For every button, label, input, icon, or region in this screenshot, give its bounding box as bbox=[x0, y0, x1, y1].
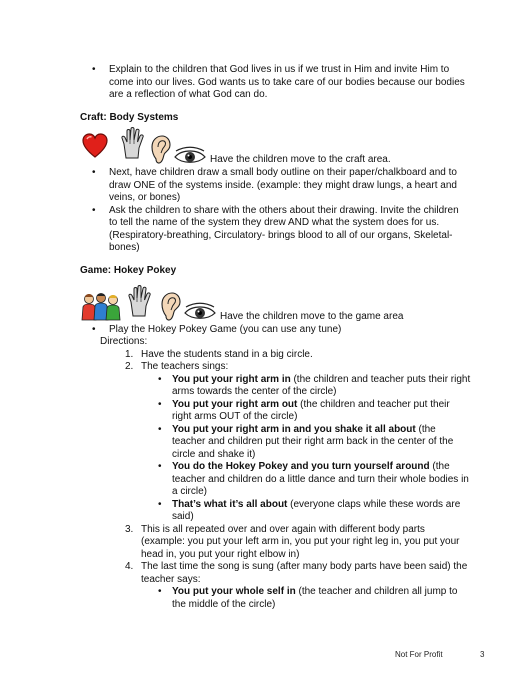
bullet-marker: • bbox=[158, 423, 162, 435]
verse-line bbox=[172, 424, 436, 437]
verse-note: (the children and teacher puts their right bbox=[290, 373, 471, 385]
game-heading: Game: Hokey Pokey bbox=[80, 265, 177, 276]
step-text: head in, you put your right elbow in) bbox=[141, 548, 300, 560]
ear-icon bbox=[160, 292, 182, 322]
eye-icon bbox=[183, 302, 217, 322]
children-group-icon bbox=[80, 292, 122, 322]
step-text: The teachers sings: bbox=[141, 361, 229, 372]
bullet-marker: • bbox=[158, 398, 162, 410]
verse-line bbox=[172, 499, 460, 512]
bullet-marker: • bbox=[158, 373, 162, 385]
page-number: 3 bbox=[480, 650, 485, 659]
step-number: 3. bbox=[125, 523, 134, 535]
bullet-marker: • bbox=[158, 461, 162, 472]
craft-bullet-line: veins, or bones) bbox=[109, 192, 181, 203]
step-number: 4. bbox=[125, 561, 134, 572]
craft-bullet-line: bones) bbox=[109, 242, 140, 253]
step-text: (example: you put your left arm in, you put your right leg in, you put your bbox=[141, 536, 460, 547]
bullet-marker: • bbox=[92, 64, 96, 75]
bullet-marker: • bbox=[158, 586, 162, 597]
craft-bullet-line: draw ONE of the systems inside. (example: they might draw lungs, a heart and bbox=[109, 179, 457, 191]
verse-lyric: You put your whole self in bbox=[172, 586, 296, 597]
step-text: The last time the song is sung (after many body parts have been said) the bbox=[141, 561, 468, 572]
verse-lyric: You put your right arm in bbox=[172, 373, 291, 385]
verse-line bbox=[172, 586, 457, 599]
verse-line: teacher and children put their right arm back in the center of the bbox=[172, 436, 454, 447]
craft-bullet-line: to tell the name of the system they drew AND what the system does for us. bbox=[109, 217, 440, 228]
bullet-marker: • bbox=[92, 323, 96, 335]
bullet-marker: • bbox=[92, 167, 96, 178]
footer-text: Not For Profit bbox=[395, 650, 443, 659]
craft-bullet-line: Ask the children to share with the others about their drawing. Invite the children bbox=[109, 204, 459, 216]
verse-note: (the teacher and children all jump to bbox=[295, 586, 458, 597]
ear-icon bbox=[150, 135, 172, 165]
step-text: This is all repeated over and over again with different body parts bbox=[141, 523, 425, 535]
directions-label: Directions: bbox=[100, 336, 148, 347]
verse-note: (everyone claps while these words are bbox=[287, 498, 461, 510]
verse-line: said) bbox=[172, 511, 194, 522]
craft-heading: Craft: Body Systems bbox=[80, 112, 179, 123]
verse-note: (the bbox=[415, 423, 436, 435]
verse-line: right arms OUT of the circle) bbox=[172, 411, 298, 422]
verse-lyric: You do the Hokey Pokey and you turn yourself around bbox=[172, 461, 430, 472]
step-number: 1. bbox=[125, 348, 134, 360]
intro-line: come into our lives. God wants us to take care of our bodies because our bodies bbox=[109, 76, 465, 88]
step-text: Have the students stand in a big circle. bbox=[141, 348, 313, 360]
verse-line bbox=[172, 399, 450, 412]
verse-line bbox=[172, 374, 470, 387]
game-bullet: Play the Hokey Pokey Game (you can use any tune) bbox=[109, 323, 342, 335]
step-text: teacher says: bbox=[141, 573, 201, 585]
verse-lyric: You put your right arm in and you shake it all about bbox=[172, 423, 416, 435]
verse-line: arms towards the center of the circle) bbox=[172, 386, 337, 397]
craft-bullet-line: (Respiratory-breathing, Circulatory- brings blood to all of our organs, Skeletal- bbox=[109, 229, 453, 241]
hand-icon bbox=[119, 126, 147, 160]
verse-line: circle and shake it) bbox=[172, 448, 256, 460]
step-number: 2. bbox=[125, 361, 134, 372]
verse-line: teacher and children do a little dance and turn their whole bodies in bbox=[172, 473, 469, 485]
intro-line: are a reflection of what God can do. bbox=[109, 89, 268, 100]
craft-icon-caption: Have the children move to the craft area. bbox=[210, 154, 391, 165]
verse-line: the middle of the circle) bbox=[172, 598, 276, 610]
eye-icon bbox=[173, 146, 207, 166]
verse-note: (the children and teacher put their bbox=[297, 398, 450, 410]
verse-note: (the bbox=[429, 461, 450, 472]
hand-icon bbox=[126, 284, 154, 318]
bullet-marker: • bbox=[158, 498, 162, 510]
verse-lyric: That’s what it’s all about bbox=[172, 498, 288, 510]
intro-line: Explain to the children that God lives in us if we trust in Him and invite Him to bbox=[109, 64, 450, 75]
verse-line bbox=[172, 461, 450, 474]
game-icon-caption: Have the children move to the game area bbox=[220, 311, 404, 322]
heart-icon bbox=[82, 133, 108, 159]
verse-line: a circle) bbox=[172, 486, 208, 497]
verse-lyric: You put your right arm out bbox=[172, 398, 298, 410]
bullet-marker: • bbox=[92, 204, 96, 216]
craft-bullet-line: Next, have children draw a small body outline on their paper/chalkboard and to bbox=[109, 167, 457, 178]
